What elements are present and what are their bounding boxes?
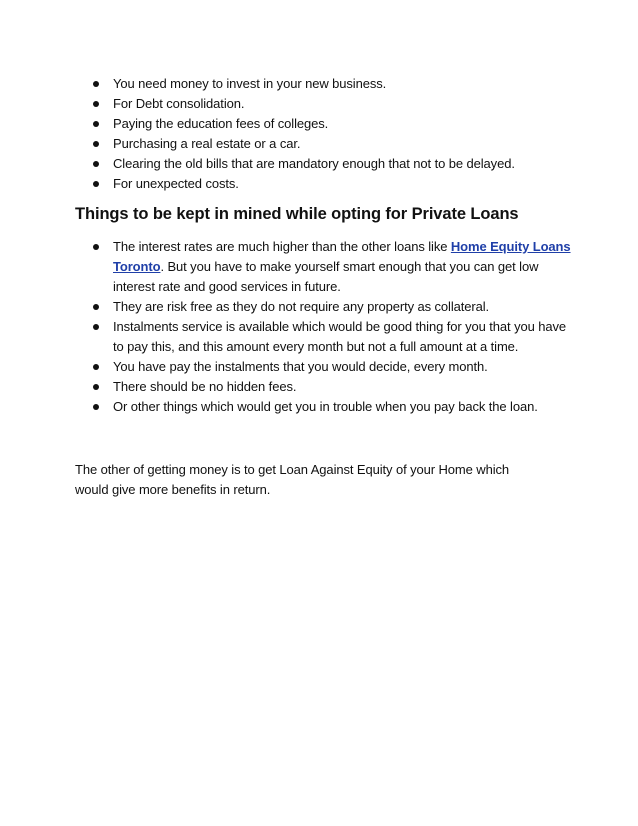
list-item — [93, 237, 573, 297]
list-item-text: They are risk free as they do not require any property as collateral. — [113, 299, 490, 314]
list-item-text: Clearing the old bills that are mandatory enough that not to be delayed. — [113, 156, 515, 171]
bullet-icon — [93, 304, 99, 310]
bullet-icon — [93, 181, 99, 187]
section-heading: Things to be kept in mined while opting for Private Loans — [75, 205, 519, 223]
bullet-icon — [93, 101, 99, 107]
list-item-text: For Debt consolidation. — [113, 96, 245, 111]
list-item-text: There should be no hidden fees. — [113, 379, 297, 394]
list-item — [93, 174, 573, 194]
list-item-text: Purchasing a real estate or a car. — [113, 136, 301, 151]
home-equity-loans-link[interactable]: Home Equity Loans Toronto — [113, 239, 571, 274]
list-item-text: Paying the education fees of colleges. — [113, 116, 329, 131]
list-item — [93, 114, 573, 134]
list-item — [93, 377, 573, 397]
list-item — [93, 397, 573, 417]
list-item — [93, 94, 573, 114]
list-item-text: You have pay the instalments that you would decide, every month. — [113, 359, 488, 374]
closing-paragraph: The other of getting money is to get Loan Against Equity of your Home which would give more benefits in return. — [75, 462, 510, 497]
list-item — [93, 134, 573, 154]
list-item — [93, 297, 573, 317]
list-item-text: You need money to invest in your new business. — [113, 76, 387, 91]
list-item-text: For unexpected costs. — [113, 176, 239, 191]
bullet-icon — [93, 121, 99, 127]
bullet-icon — [93, 404, 99, 410]
list-item-text-after-link: . But you have to make yourself smart enough that you can get low interest rate and good services in future. — [113, 259, 539, 294]
bullet-icon — [93, 141, 99, 147]
bullet-icon — [93, 81, 99, 87]
list-item-text: Or other things which would get you in trouble when you pay back the loan. — [113, 399, 538, 414]
bullet-icon — [93, 324, 99, 330]
list-item — [93, 357, 573, 377]
considerations-list — [93, 237, 573, 417]
list-item — [93, 317, 573, 357]
reasons-list — [93, 74, 573, 194]
bullet-icon — [93, 384, 99, 390]
bullet-icon — [93, 244, 99, 250]
list-item — [93, 154, 573, 174]
list-item — [93, 74, 573, 94]
bullet-icon — [93, 364, 99, 370]
list-item-text: Instalments service is available which would be good thing for you that you have to pay this, and this amount every month but not a full amount at a time. — [113, 319, 567, 354]
bullet-icon — [93, 161, 99, 167]
list-item-text-before-link: The interest rates are much higher than the other loans like — [113, 239, 451, 254]
